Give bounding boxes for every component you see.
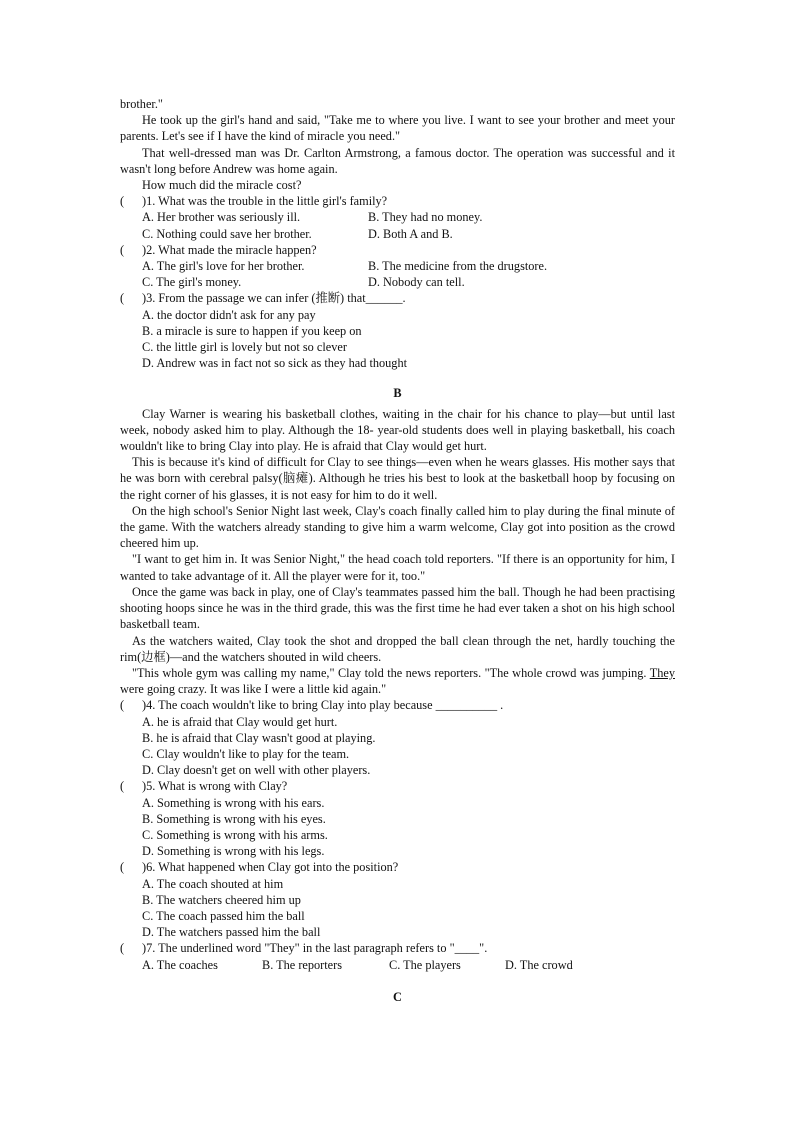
option-b: B. he is afraid that Clay wasn't good at playing. <box>142 730 376 745</box>
options-row <box>120 209 675 225</box>
option-a: A. The coach shouted at him <box>142 876 284 891</box>
question-2 <box>120 242 675 258</box>
option-d: D. Clay doesn't get on well with other players. <box>142 763 371 778</box>
answer-paren[interactable]: ( <box>120 242 125 257</box>
options-row <box>120 274 675 290</box>
question-7 <box>120 940 675 956</box>
section-c-heading: C <box>393 989 402 1004</box>
answer-paren[interactable]: ( <box>120 941 125 956</box>
option-d: D. Andrew was in fact not so sick as they had thought <box>142 356 408 371</box>
option-a: A. Something is wrong with his ears. <box>142 795 325 810</box>
option-d: D. Both A and B. <box>368 226 453 241</box>
option-b: B. Something is wrong with his eyes. <box>142 811 326 826</box>
question-stem: )6. What happened when Clay got into the position? <box>142 860 399 875</box>
section-b-paragraph-7 <box>120 665 675 697</box>
option-a: A. he is afraid that Clay would get hurt. <box>142 714 338 729</box>
section-b-heading: B <box>393 386 402 401</box>
answer-paren[interactable]: ( <box>120 860 125 875</box>
option-c: C. Clay wouldn't like to play for the team. <box>142 746 350 761</box>
section-b-paragraph-4: "I want to get him in. It was Senior Night," the head coach told reporters. "If there is an opportunity for him, I wanted to take advantage of it. All the player were for it, too." <box>120 552 675 583</box>
option-a: A. Her brother was seriously ill. <box>142 210 301 225</box>
option-c: C. The players <box>389 957 461 972</box>
option-b: B. They had no money. <box>368 210 483 225</box>
section-b-paragraph-2: This is because it's kind of difficult for Clay to see things—even when he wears glasses. His mother says that he was born with cerebral palsy(脑瘫). Although he tries his best to look at the basketball hoop by focusing on the right corner of his glasses, it is not easy for him to do it well. <box>120 455 675 502</box>
question-stem: )2. What made the miracle happen? <box>142 242 317 257</box>
option-a: A. The coaches <box>142 957 218 972</box>
option-d: D. The crowd <box>505 957 573 972</box>
question-stem: )7. The underlined word "They" in the last paragraph refers to "____". <box>142 941 488 956</box>
section-b-paragraph-5: Once the game was back in play, one of Clay's teammates passed him the ball. Though he had been practising shooting hoops since he was in the third grade, this was the first time he had ever taken a shot on his high school basketball team. <box>120 584 675 632</box>
answer-paren[interactable]: ( <box>120 194 125 209</box>
passage-a-line-4: How much did the miracle cost? <box>142 178 302 193</box>
passage-a-line-1: brother." <box>120 97 163 111</box>
question-stem: )4. The coach wouldn't like to bring Clay into play because __________ . <box>142 698 504 713</box>
document-page <box>120 96 675 1005</box>
option-d: D. The watchers passed him the ball <box>142 925 321 940</box>
answer-paren[interactable]: ( <box>120 698 125 713</box>
section-b-paragraph-6: As the watchers waited, Clay took the shot and dropped the ball clean through the net, hardly touching the rim(边框)—and the watchers shouted in wild cheers. <box>120 633 675 664</box>
question-3 <box>120 290 675 306</box>
option-b: B. The medicine from the drugstore. <box>368 259 548 274</box>
option-c: C. Something is wrong with his arms. <box>142 827 328 842</box>
option-c: C. The coach passed him the ball <box>142 908 305 923</box>
option-c: C. The girl's money. <box>142 275 242 290</box>
answer-paren[interactable]: ( <box>120 779 125 794</box>
option-c: C. Nothing could save her brother. <box>142 226 312 241</box>
option-b: B. The watchers cheered him up <box>142 892 301 907</box>
option-c: C. the little girl is lovely but not so clever <box>142 340 347 355</box>
question-4 <box>120 697 675 713</box>
option-d: D. Something is wrong with his legs. <box>142 844 325 859</box>
passage-a-line-3: That well-dressed man was Dr. Carlton Armstrong, a famous doctor. The operation was successful and it wasn't long before Andrew was home again. <box>120 145 675 176</box>
question-5 <box>120 778 675 794</box>
question-1 <box>120 193 675 209</box>
question-stem: )1. What was the trouble in the little girl's family? <box>142 194 388 209</box>
underlined-word: They <box>649 665 675 680</box>
options-row <box>120 957 675 973</box>
question-stem: )3. From the passage we can infer (推断) that______. <box>142 291 406 306</box>
paragraph-text: were going crazy. It was like I were a little kid again." <box>120 682 387 697</box>
option-b: B. a miracle is sure to happen if you keep on <box>142 323 362 338</box>
passage-a-line-2: He took up the girl's hand and said, "Take me to where you live. I want to see your brother and meet your parents. Let's see if I have the kind of miracle you need." <box>120 113 675 144</box>
answer-paren[interactable]: ( <box>120 291 125 306</box>
question-6 <box>120 859 675 875</box>
paragraph-text: "This whole gym was calling my name," Clay told the news reporters. "The whole crowd was jumping. <box>132 665 650 680</box>
option-b: B. The reporters <box>262 957 343 972</box>
option-a: A. The girl's love for her brother. <box>142 259 305 274</box>
option-d: D. Nobody can tell. <box>368 275 465 290</box>
options-row <box>120 226 675 242</box>
section-b-paragraph-1: Clay Warner is wearing his basketball clothes, waiting in the chair for his chance to play—but until last week, nobody asked him to play. Although the 18- year-old students does well in playing basketball, his coach wouldn't like to bring Clay into play. He is afraid that Clay would get hurt. <box>120 406 675 454</box>
option-a: A. the doctor didn't ask for any pay <box>142 307 316 322</box>
section-b-paragraph-3: On the high school's Senior Night last week, Clay's coach finally called him to play during the final minute of the game. With the watchers already standing to give him a warm welcome, Clay got into position as the crowd cheered him up. <box>120 503 675 551</box>
options-row <box>120 258 675 274</box>
question-stem: )5. What is wrong with Clay? <box>142 779 288 794</box>
